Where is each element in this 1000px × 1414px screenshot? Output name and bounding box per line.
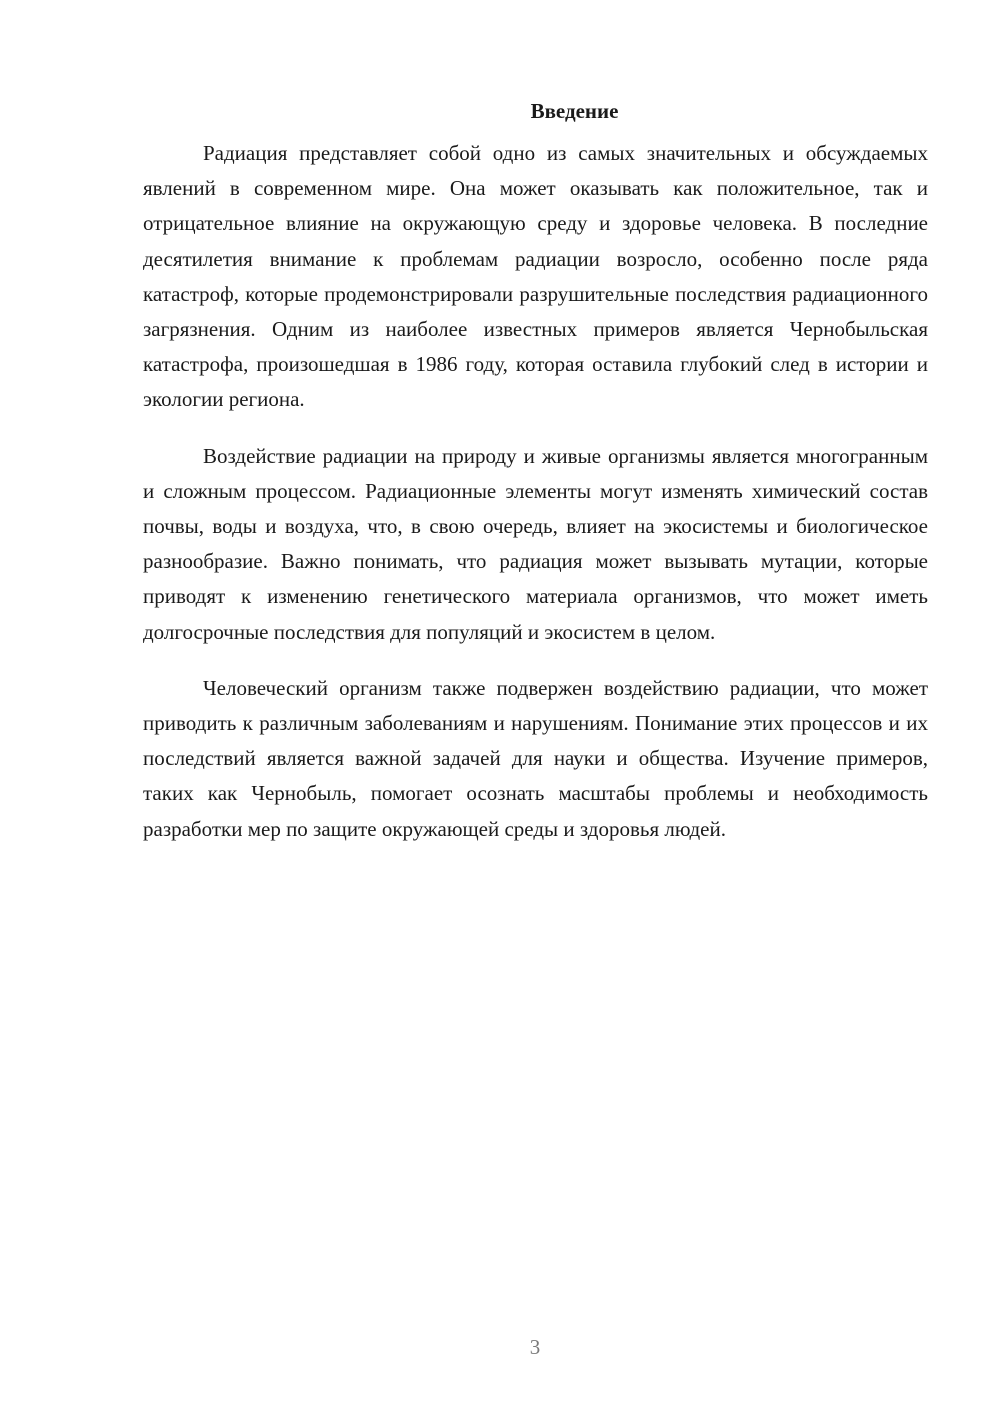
paragraph-3: Человеческий организм также подвержен воздействию радиации, что может приводить к различным заболеваниям и нарушениям. Понимание этих процессов и их последствий является важной задачей для науки и общества. Изучение примеров, таких как Чернобыль, помогает осознать масштабы проблемы и необходимость разработки мер по защите окружающей среды и здоровья людей. [143, 675, 928, 841]
page-content [143, 96, 928, 868]
page-number: 3 [529, 1335, 541, 1359]
section-heading: Введение [530, 99, 619, 123]
paragraph-1: Радиация представляет собой одно из самых значительных и обсуждаемых явлений в современном мире. Она может оказывать как положительное, так и отрицательное влияние на окружающую среду и здоровье человека. В последние десятилетия внимание к проблемам радиации возросло, особенно после ряда катастроф, которые продемонстрировали разрушительные последствия радиационного загрязнения. Одним из наиболее известных примеров является Чернобыльская катастрофа, произошедшая в 1986 году, которая оставила глубокий след в истории и экологии региона. [143, 141, 928, 412]
paragraph-2: Воздействие радиации на природу и живые организмы является многогранным и сложным процессом. Радиационные элементы могут изменять химический состав почвы, воды и воздуха, что, в свою очередь, влияет на экосистемы и биологическое разнообразие. Важно понимать, что радиация может вызывать мутации, которые приводят к изменению генетического материала организмов, что может иметь долгосрочные последствия для популяций и экосистем в целом. [143, 443, 928, 644]
